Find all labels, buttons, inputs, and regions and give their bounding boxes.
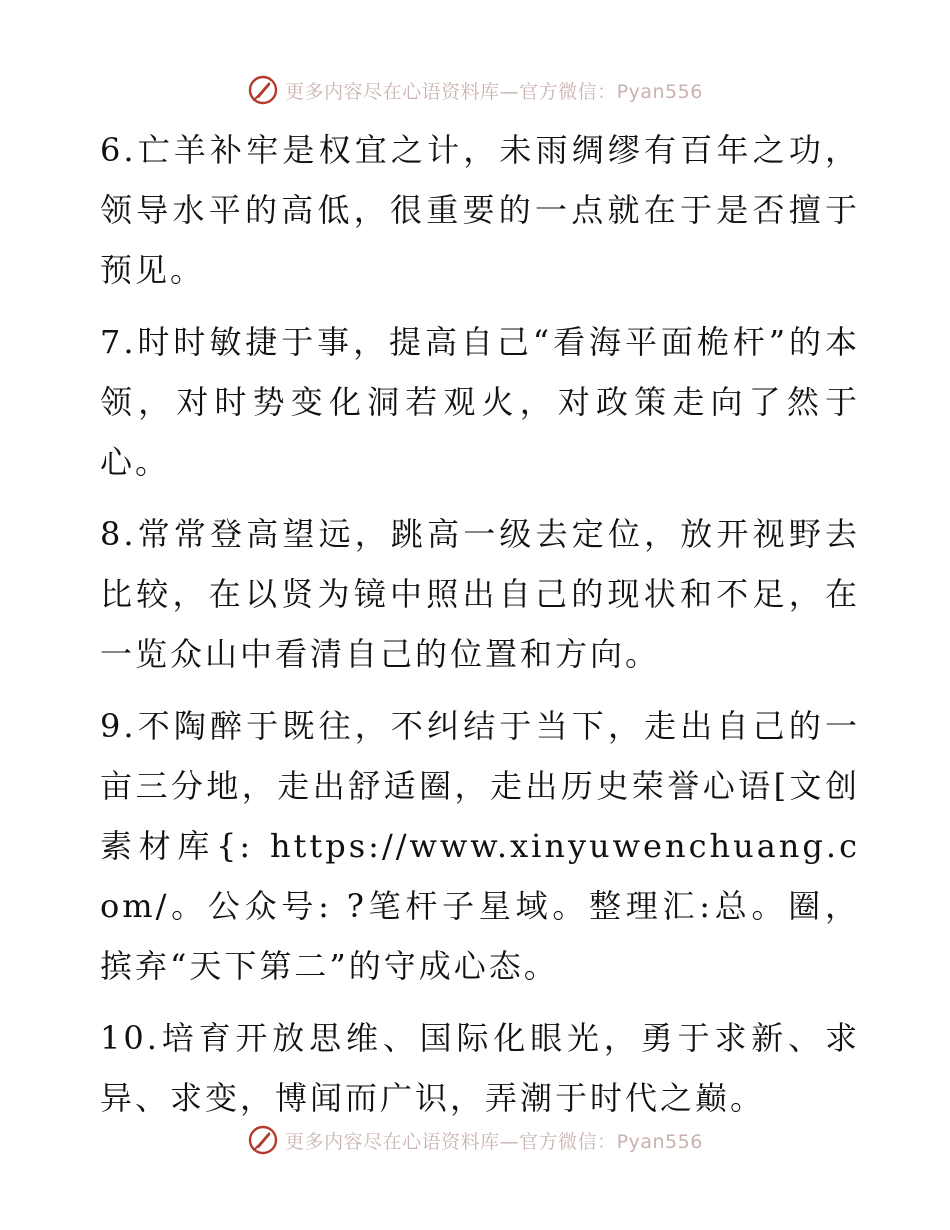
watermark-text: 更多内容尽在心语资料库—官方微信：Pyan556	[285, 80, 703, 103]
paragraph-10: 10.培育开放思维、国际化眼光，勇于求新、求异、求变，博闻而广识，弄潮于时代之巅。	[100, 1019, 860, 1117]
document-body	[100, 120, 860, 1128]
paragraph-6: 6.亡羊补牢是权宜之计，未雨绸缪有百年之功，领导水平的高低，很重要的一点就在于是否擅于预见。	[100, 131, 860, 289]
quill-pen-logo-icon	[247, 74, 279, 106]
paragraph-8: 8.常常登高望远，跳高一级去定位，放开视野去比较，在以贤为镜中照出自己的现状和不足，在一览众山中看清自己的位置和方向。	[100, 515, 860, 673]
paragraph-9: 9.不陶醉于既往，不纠结于当下，走出自己的一亩三分地，走出舒适圈，走出历史荣誉心语[文创素材库{: https://www.xinyuwenchuang.com/。公众号: ?笔杆子星域。整理汇:总。圈，摈弃“天下第二”的守成心态。	[100, 707, 860, 985]
quill-pen-logo-icon	[247, 1124, 279, 1156]
paragraph-7: 7.时时敏捷于事，提高自己“看海平面桅杆”的本领，对时势变化洞若观火，对政策走向了然于心。	[100, 323, 860, 481]
watermark-text: 更多内容尽在心语资料库—官方微信：Pyan556	[285, 1130, 703, 1153]
header-watermark	[0, 70, 950, 110]
footer-watermark	[0, 1120, 950, 1160]
